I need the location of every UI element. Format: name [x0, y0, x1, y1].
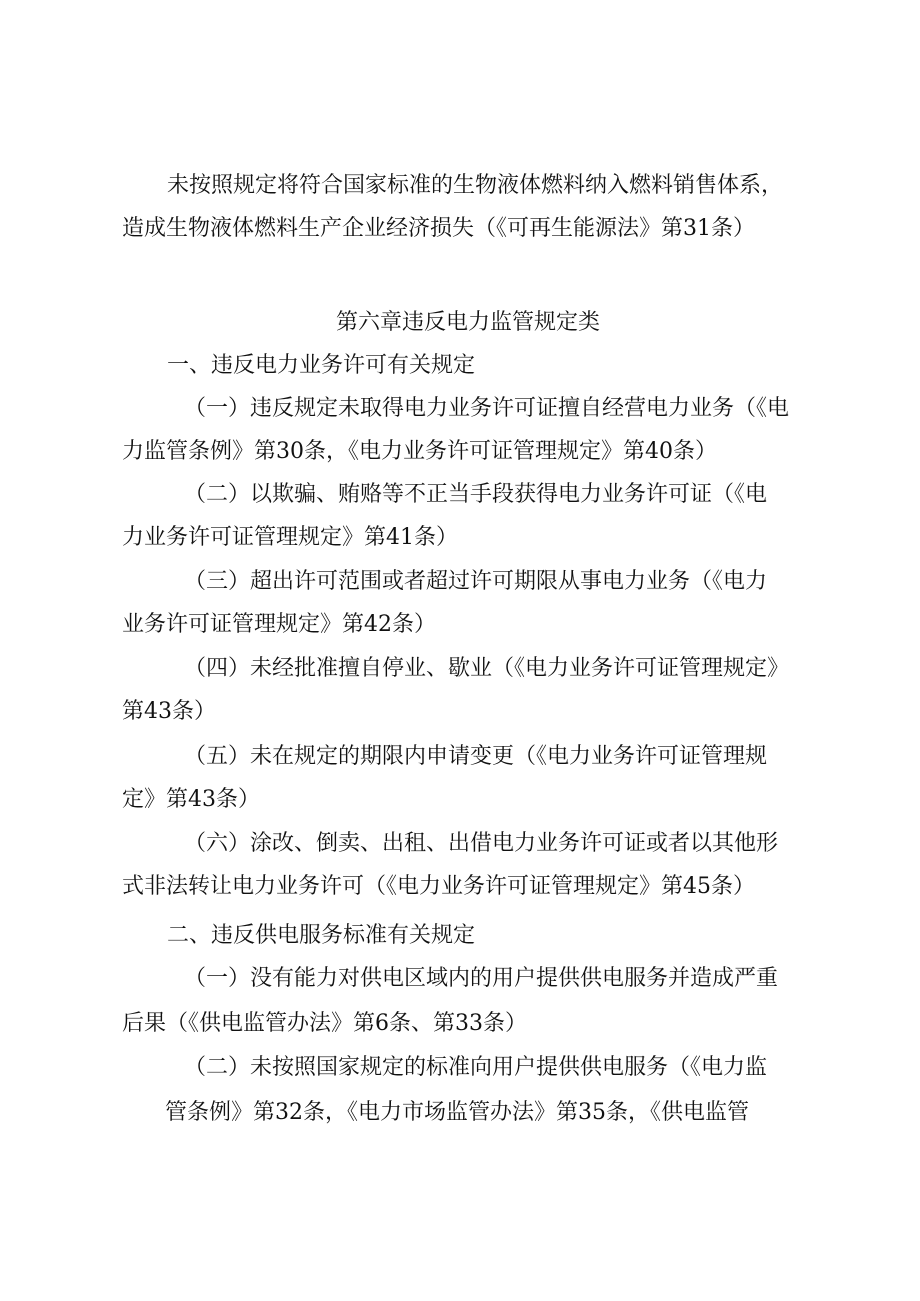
intro-line-1: 未按照规定将符合国家标准的生物液体燃料纳入燃料销售体系，: [167, 173, 784, 198]
item-1-6-line-1: （六）涂改、倒卖、出租、出借电力业务许可证或者以其他形: [184, 831, 779, 856]
section-heading-1: 一、违反电力业务许可有关规定: [167, 353, 476, 378]
item-1-5-line-2: 定》第43条）: [122, 787, 260, 812]
item-2-2-line-1: （二）未按照国家规定的标准向用户提供供电服务（《电力监: [184, 1055, 768, 1080]
item-1-2-line-1: （二）以欺骗、贿赂等不正当手段获得电力业务许可证（《电: [184, 482, 768, 507]
item-1-6-line-2: 式非法转让电力业务许可（《电力业务许可证管理规定》第45条）: [122, 874, 755, 899]
intro-line-2: 造成生物液体燃料生产企业经济损失（《可再生能源法》第31条）: [122, 216, 755, 241]
chapter-title: 第六章违反电力监管规定类: [336, 310, 601, 335]
item-1-4-line-2: 第43条）: [122, 699, 216, 724]
item-2-1-line-2: 后果（《供电监管办法》第6条、第33条）: [122, 1011, 527, 1036]
item-1-2-line-2: 力业务许可证管理规定》第41条）: [122, 525, 458, 550]
item-1-3-line-2: 业务许可证管理规定》第42条）: [122, 612, 436, 637]
item-2-2-line-2: 管条例》第32条，《电力市场监管办法》第35条，《供电监管: [165, 1100, 749, 1125]
item-1-4-line-1: （四）未经批准擅自停业、歇业（《电力业务许可证管理规定》: [184, 656, 790, 681]
item-1-3-line-1: （三）超出许可范围或者超过许可期限从事电力业务（《电力: [184, 569, 768, 594]
item-1-5-line-1: （五）未在规定的期限内申请变更（《电力业务许可证管理规: [184, 744, 768, 769]
item-2-1-line-1: （一）没有能力对供电区域内的用户提供供电服务并造成严重: [184, 966, 779, 991]
item-1-1-line-1: （一）违反规定未取得电力业务许可证擅自经营电力业务（《电: [184, 396, 790, 421]
section-heading-2: 二、违反供电服务标准有关规定: [167, 923, 476, 948]
item-1-1-line-2: 力监管条例》第30条，《电力业务许可证管理规定》第40条）: [122, 439, 717, 464]
